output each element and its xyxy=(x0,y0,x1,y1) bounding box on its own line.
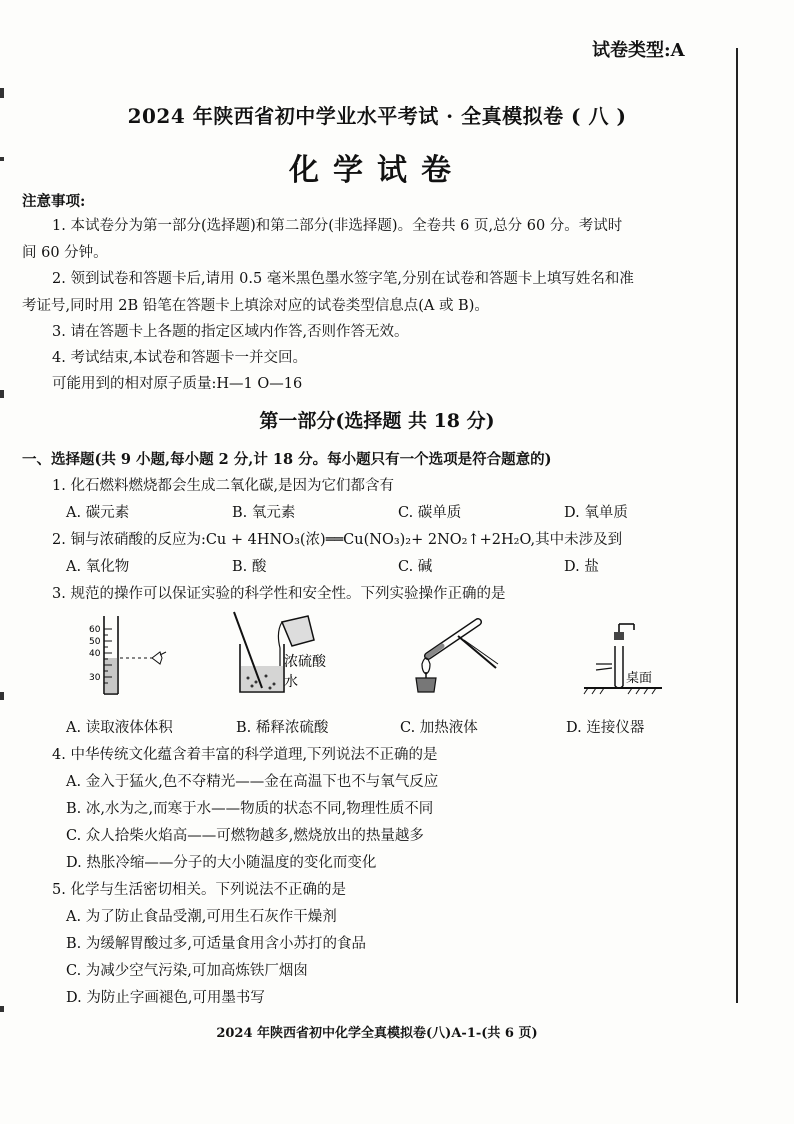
margin-mark xyxy=(0,157,4,161)
notes-heading: 注意事项: xyxy=(22,193,86,210)
section1-heading: 第一部分(选择题 共 18 分) xyxy=(259,410,495,432)
q3-option-c: C. 加热液体 xyxy=(400,720,478,736)
q2-option-b: B. 酸 xyxy=(232,559,267,575)
margin-mark xyxy=(0,88,4,98)
margin-mark xyxy=(0,1006,4,1012)
cylinder-tick-40: 40 xyxy=(89,649,101,659)
q2-option-d: D. 盐 xyxy=(564,559,599,575)
graduated-cylinder-figure xyxy=(76,612,186,697)
q2-option-c: C. 碱 xyxy=(398,559,433,575)
q1-option-a: A. 碳元素 xyxy=(66,505,130,521)
q1-stem: 1. 化石燃料燃烧都会生成二氧化碳,是因为它们都含有 xyxy=(52,478,395,494)
atomic-mass-line: 可能用到的相对原子质量:H—1 O—16 xyxy=(52,376,303,392)
q5-option-d: D. 为防止字画褪色,可用墨书写 xyxy=(66,990,265,1006)
q3-option-a: A. 读取液体体积 xyxy=(66,720,173,736)
notes-line: 间 60 分钟。 xyxy=(22,245,108,261)
paper-type-label: 试卷类型:A xyxy=(592,40,685,61)
notes-line: 3. 请在答题卡上各题的指定区域内作答,否则作答无效。 xyxy=(52,324,409,340)
q1-option-d: D. 氧单质 xyxy=(564,505,628,521)
notes-line: 1. 本试卷分为第一部分(选择题)和第二部分(非选择题)。全卷共 6 页,总分 60 分。考试时 xyxy=(52,218,623,234)
margin-mark xyxy=(0,692,4,700)
page-footer: 2024 年陕西省初中化学全真模拟卷(八)A-1-(共 6 页) xyxy=(216,1026,538,1041)
q3-option-b: B. 稀释浓硫酸 xyxy=(236,720,329,736)
water-label: 水 xyxy=(284,674,298,690)
q4-option-d: D. 热胀冷缩——分子的大小随温度的变化而变化 xyxy=(66,855,377,871)
q3-option-d: D. 连接仪器 xyxy=(566,720,645,736)
cylinder-tick-60: 60 xyxy=(89,625,101,635)
q3-stem: 3. 规范的操作可以保证实验的科学性和安全性。下列实验操作正确的是 xyxy=(52,586,506,602)
dilute-acid-figure xyxy=(222,608,362,698)
cylinder-tick-50: 50 xyxy=(89,637,101,647)
acid-label: 浓硫酸 xyxy=(284,654,326,670)
q4-option-b: B. 冰,水为之,而寒于水——物质的状态不同,物理性质不同 xyxy=(66,801,434,817)
q2-stem: 2. 铜与浓硝酸的反应为:Cu + 4HNO₃(浓)══Cu(NO₃)₂+ 2NO₂↑+2H₂O,其中未涉及到 xyxy=(52,532,623,548)
connect-apparatus-figure xyxy=(582,620,672,706)
q5-option-b: B. 为缓解胃酸过多,可适量食用含小苏打的食品 xyxy=(66,936,366,952)
q5-stem: 5. 化学与生活密切相关。下列说法不正确的是 xyxy=(52,882,346,898)
q1-option-b: B. 氧元素 xyxy=(232,505,296,521)
q2-option-a: A. 氧化物 xyxy=(66,559,130,575)
margin-mark xyxy=(0,390,4,398)
notes-line: 4. 考试结束,本试卷和答题卡一并交回。 xyxy=(52,350,308,366)
exam-subtitle: 化学试卷 xyxy=(289,153,465,188)
q4-option-c: C. 众人拾柴火焰高——可燃物越多,燃烧放出的热量越多 xyxy=(66,828,424,844)
table-label: 桌面 xyxy=(626,671,653,686)
section1-instruction: 一、选择题(共 9 小题,每小题 2 分,计 18 分。每小题只有一个选项是符合题意的) xyxy=(22,451,552,468)
q4-stem: 4. 中华传统文化蕴含着丰富的科学道理,下列说法不正确的是 xyxy=(52,747,438,763)
cylinder-tick-30: 30 xyxy=(89,673,101,683)
exam-title: 2024 年陕西省初中学业水平考试 · 全真模拟卷 ( 八 ) xyxy=(127,104,627,128)
heating-liquid-figure xyxy=(408,616,508,702)
q4-option-a: A. 金入于猛火,色不夺精光——金在高温下也不与氧气反应 xyxy=(66,774,439,790)
notes-line: 考证号,同时用 2B 铅笔在答题卡上填涂对应的试卷类型信息点(A 或 B)。 xyxy=(22,298,489,314)
q5-option-a: A. 为了防止食品受潮,可用生石灰作干燥剂 xyxy=(66,909,337,925)
q1-option-c: C. 碳单质 xyxy=(398,505,462,521)
margin-rule xyxy=(736,48,738,1003)
q5-option-c: C. 为减少空气污染,可加高炼铁厂烟囱 xyxy=(66,963,308,979)
notes-line: 2. 领到试卷和答题卡后,请用 0.5 毫米黑色墨水签字笔,分别在试卷和答题卡上填写姓名和准 xyxy=(52,271,634,287)
